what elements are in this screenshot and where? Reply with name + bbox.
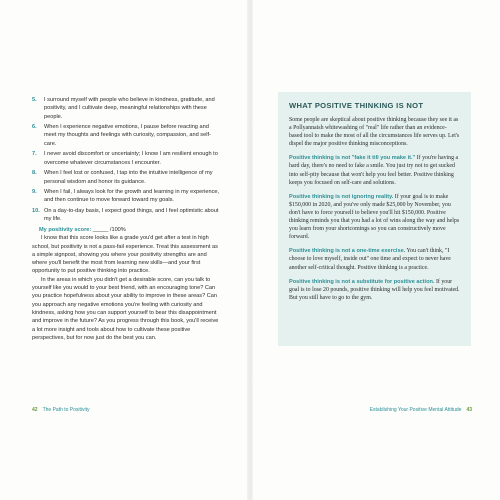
page-number: 43: [466, 407, 472, 413]
list-number: 5.: [32, 97, 37, 103]
list-item: [32, 207, 222, 224]
left-page: [32, 96, 222, 342]
list-item: [32, 188, 222, 205]
book-gutter: [247, 0, 253, 500]
misconception-text: You can't think, "I choose to love myself, inside out" one time and expect to never have another self-critical thought. Positive thinking is a practice.: [289, 248, 451, 271]
affirmation-list: [32, 96, 222, 224]
list-item-text: I never avoid discomfort or uncertainty; I know I am resilient enough to overcome whatever circumstances I encounter.: [44, 151, 218, 166]
left-page-footer: [32, 407, 90, 413]
list-number: 9.: [32, 189, 37, 196]
running-title: The Path to Positivity: [42, 407, 90, 413]
misconception-lead: Positive thinking is not a one-time exercise.: [289, 248, 406, 255]
list-item-text: I surround myself with people who believe in kindness, gratitude, and positivity, and I cultivate deep, meaningful relationships with these people.: [44, 97, 215, 120]
list-item: [32, 169, 222, 186]
body-paragraph: In the areas in which you didn't get a desirable score, can you talk to yourself like you would to your best friend, with an encouraging tone? Can you practice hopefulness about your ability to improve in these areas? Can you approach any negative emotions you're feeling with curiosity and kindness, asking how you can support yourself to bear this disappointment and improve in the future? As you progress through this book, you'll receive a lot more insight and tools about how to cultivate these positive perspectives, but for now just do the best you can.: [32, 276, 219, 341]
list-number: 8.: [32, 170, 37, 177]
misconception-lead: Positive thinking is not a substitute for positive action.: [289, 278, 435, 285]
misconception-item: [289, 247, 460, 271]
positivity-score-blank: _____ /100%: [92, 226, 126, 233]
misconception-text: If you're having a hard day, there's no need to fake a smile. You just try not to get sucked into self-pity because that won't help you feel better. Positive thinking keeps you focused on self-care and solutions.: [289, 155, 459, 186]
positivity-score-line: [39, 226, 222, 234]
misconception-item: [289, 193, 460, 242]
box-intro: Some people are skeptical about positive thinking because they see it as a Pollyannaish whitewashing of "real" life rather than an evidence-based tool to make the most of all the circumstances life serves up. Let's dispel the major positive thinking misconceptions.: [289, 117, 460, 148]
misconception-item: [289, 154, 460, 186]
misconception-lead: Positive thinking is not "fake it till you make it.": [289, 155, 416, 162]
misconception-text: If your goal is to lose 20 pounds, positive thinking will help you feel motivated. But you still have to go to the gym.: [289, 278, 460, 301]
list-item: [32, 150, 222, 167]
right-page-footer: [370, 407, 472, 413]
body-paragraph: I know that this score looks like a grade you'd get after a test in high school, but positivity is not a pass-fail experience. Treat this assessment as a simple signpost, showing you where your positivity strengths are and where you'll benefit the most from learning new skills—and your first opportunity to put positive thinking into practice.: [32, 235, 218, 275]
sidebar-box: [278, 92, 471, 346]
list-item-text: When I feel lost or confused, I tap into the intuitive intelligence of my personal wisdom and honor its guidance.: [44, 170, 213, 185]
list-item-text: When I experience negative emotions, I pause before reacting and meet my thoughts and feelings with curiosity, compassion, and self-care.: [44, 124, 211, 147]
misconception-item: [289, 278, 460, 302]
page-number: 42: [32, 407, 38, 413]
list-item: [32, 123, 222, 148]
positivity-score-label: My positivity score:: [39, 226, 92, 233]
list-number: 6.: [32, 124, 37, 131]
running-title: Establishing Your Positive Mental Attitude: [369, 407, 462, 413]
misconception-text: If your goal is to make $150,000 in 2020, and you've only made $25,000 by November, you don't have to force yourself to believe you'll hit $150,000. Positive thinking reminds you that you had a lot of wins along the way and helps you learn from your shortcomings so you can constructively move forward.: [289, 193, 460, 241]
box-title: WHAT POSITIVE THINKING IS NOT: [289, 101, 424, 110]
misconception-lead: Positive thinking is not ignoring reality.: [289, 193, 394, 200]
list-item-text: On a day-to-day basis, I expect good things, and I feel optimistic about my life.: [44, 208, 219, 223]
list-number: 10.: [32, 208, 40, 215]
list-item: [32, 96, 222, 121]
list-item-text: When I fail, I always look for the growth and learning in my experience, and then continue to move forward toward my goals.: [44, 189, 220, 204]
list-number: 7.: [32, 151, 37, 158]
